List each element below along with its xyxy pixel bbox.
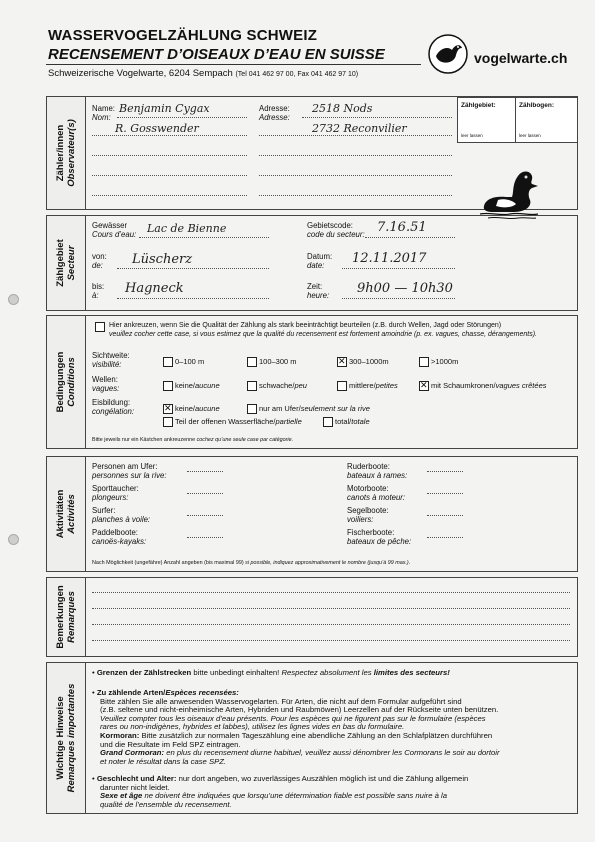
act-left-1: Personen am Ufer: personnes sur la rive:	[92, 462, 167, 480]
ice-opt-total: total/totale	[335, 417, 370, 426]
ice-label: Eisbildung: congélation:	[92, 398, 135, 416]
waves-checkbox-medium[interactable]	[337, 381, 347, 391]
ice-checkbox-none[interactable]	[163, 404, 173, 414]
punch-hole	[8, 534, 19, 545]
act-right-1-field[interactable]	[427, 471, 463, 472]
org-contact: (Tel 041 462 97 00, Fax 041 462 97 10)	[235, 71, 359, 78]
title-de: WASSERVOGELZÄHLUNG SCHWEIZ	[48, 27, 318, 44]
act-right-1: Ruderboote: bateaux à rames:	[347, 462, 408, 480]
vis-opt-label: 0–100 m	[175, 357, 205, 366]
title-fr: RECENSEMENT D’OISEAUX D’EAU EN SUISSE	[48, 46, 385, 63]
act-right-4: Fischerboote: bateaux de pêche:	[347, 528, 412, 546]
wave-opt-whitecaps: mit Schaumkronen/vagues crêtées	[431, 381, 547, 390]
waves-label: Wellen: vagues:	[92, 375, 120, 393]
water-value[interactable]: Lac de Bienne	[147, 222, 227, 235]
ice-checkbox-partial[interactable]	[163, 417, 173, 427]
notes-section	[46, 662, 578, 814]
punch-hole	[8, 294, 19, 305]
org-name: Schweizerische Vogelwarte, 6204 Sempach	[48, 68, 233, 79]
ice-checkbox-total[interactable]	[323, 417, 333, 427]
zaehlgebiet-label: Zählgebiet:	[461, 102, 496, 109]
header-rule	[46, 64, 421, 65]
activities-section	[46, 456, 578, 572]
zaehlbogen-label: Zählbogen:	[519, 102, 555, 109]
code-value[interactable]: 7.16.51	[377, 220, 427, 235]
remark-line[interactable]	[92, 640, 570, 641]
act-left-3-field[interactable]	[187, 515, 223, 516]
name-value-1[interactable]: Benjamin Cygax	[119, 102, 210, 115]
act-right-4-field[interactable]	[427, 537, 463, 538]
date-value[interactable]: 12.11.2017	[352, 251, 427, 266]
zaehlgebiet-box[interactable]	[457, 97, 517, 143]
time-value[interactable]: 9h00 — 10h30	[357, 281, 453, 296]
notes-side-label: Wichtige Hinweise Remarques importantes	[47, 663, 86, 813]
sector-side-label: Zählgebiet Secteur	[47, 216, 86, 310]
water-label: Gewässer Cours d’eau:	[92, 221, 137, 239]
ice-opt-partial: Teil der offenen Wasserfläche/partielle	[175, 417, 302, 426]
from-value[interactable]: Lüscherz	[132, 252, 193, 267]
note-bullet-2: • Zu zählende Arten/Espèces recensées: Bitte zählen Sie alle anwesenden Wasservogelarten. Für Arten, die nicht auf dem Formular aufgeführt sind (z.B. seltene und nicht-einheimische Arten, Hybriden und Raubmöwen) Leerzellen auf der Rückseite unten benützen. Veuillez compter tous les oiseaux d’eau présents. Pour les espèces qui ne figurent pas sur le formulaire (espèces rares ou non-indigènes, hybrides et labbes), utilisez les lignes vides en bas du formulaire. Kormoran: Bitte zusätzlich zur normalen Tageszählung eine abendliche Zählung an den Schlafplätzen durchführen und die Resultate im Feld SPZ eintragen. Grand Cormoran: en plus du recensement diurne habituel, veuillez aussi dénombrer les Cormorans le soir au dortoir et noter le résultat dans la case SPZ.	[92, 688, 500, 766]
visibility-label: Sichtweite: visibilité:	[92, 351, 130, 369]
ice-checkbox-shore[interactable]	[247, 404, 257, 414]
leer-label: leer lassen	[461, 133, 483, 138]
address-value-2[interactable]: 2732 Reconvilier	[312, 122, 407, 135]
act-right-2-field[interactable]	[427, 493, 463, 494]
wave-opt-none: keine/aucune	[175, 381, 220, 390]
zaehlbogen-box[interactable]	[515, 97, 578, 143]
vis-checkbox-0-100[interactable]	[163, 357, 173, 367]
observer-side-label: Zähler/innen Observateur(s)	[47, 97, 86, 209]
waves-checkbox-none[interactable]	[163, 381, 173, 391]
to-label: bis: à:	[92, 282, 105, 300]
vis-opt-label: 300–1000m	[349, 357, 389, 366]
conditions-side-label: Bedingungen Conditions	[47, 316, 86, 448]
leer-label: leer lassen	[519, 133, 541, 138]
ice-opt-none: keine/aucune	[175, 404, 220, 413]
remark-line[interactable]	[92, 608, 570, 609]
vis-checkbox-100-300[interactable]	[247, 357, 257, 367]
act-left-2-field[interactable]	[187, 493, 223, 494]
act-right-2: Motorboote: canots à moteur:	[347, 484, 406, 502]
vis-checkbox-gt-1000[interactable]	[419, 357, 429, 367]
remark-line[interactable]	[92, 624, 570, 625]
sector-section	[46, 215, 578, 311]
waves-checkbox-whitecaps[interactable]	[419, 381, 429, 391]
ice-opt-shore: nur am Ufer/seulement sur la rive	[259, 404, 370, 413]
act-left-3: Surfer: planches à voile:	[92, 506, 151, 524]
from-label: von: de:	[92, 252, 107, 270]
quality-impaired-checkbox[interactable]	[95, 322, 105, 332]
name-label: Name: Nom:	[92, 104, 115, 122]
act-right-3: Segelboote: voiliers:	[347, 506, 389, 524]
address-label: Adresse: Adresse:	[259, 104, 290, 122]
activities-footer: Nach Möglichkeit (ungefähre) Anzahl angeben (bis maximal 99) si possible, indiquez approximativement le nombre (jusqu’à 99 max.).	[92, 560, 411, 566]
waves-checkbox-weak[interactable]	[247, 381, 257, 391]
remarks-section	[46, 577, 578, 657]
act-left-1-field[interactable]	[187, 471, 223, 472]
vis-checkbox-300-1000[interactable]	[337, 357, 347, 367]
act-left-2: Sporttaucher: plongeurs:	[92, 484, 139, 502]
address-value-1[interactable]: 2518 Nods	[312, 102, 373, 115]
org-line	[48, 68, 358, 79]
code-label: Gebietscode: code du secteur:	[307, 221, 365, 239]
activities-side-label: Aktivitäten Activités	[47, 457, 86, 571]
conditions-intro: Hier ankreuzen, wenn Sie die Qualität der Zählung als stark beeinträchtigt beurteilen (z.B. durch Wellen, Jagd oder Störungen) veuillez cocher cette case, si vous estimez que la qualité du recensement est fortement amoindrie (p. ex. vagues, chasse, dérangements).	[109, 322, 537, 338]
note-bullet-1: • Grenzen der Zählstrecken bitte unbedingt einhalten! Respectez absolument les limites des secteurs!	[92, 668, 450, 677]
duck-illustration-icon	[478, 162, 540, 222]
time-label: Zeit: heure:	[307, 282, 330, 300]
vis-opt-label: 100–300 m	[259, 357, 297, 366]
remark-line[interactable]	[92, 592, 570, 593]
vis-opt-label: >1000m	[431, 357, 459, 366]
remarks-side-label: Bemerkungen Remarques	[47, 578, 86, 656]
date-label: Datum: date:	[307, 252, 333, 270]
logo-text: vogelwarte.ch	[474, 50, 568, 66]
name-value-2[interactable]: R. Gosswender	[115, 122, 199, 135]
to-value[interactable]: Hagneck	[125, 281, 184, 296]
act-left-4: Paddelboote: canoës-kayaks:	[92, 528, 147, 546]
act-left-4-field[interactable]	[187, 537, 223, 538]
conditions-footer: Bitte jeweils nur ein Kästchen ankreuzenne cochez qu’une seule case par catégorie.	[92, 437, 294, 443]
note-bullet-3: • Geschlecht und Alter: nur dort angeben, wo zuverlässiges Auszählen möglich ist und die Zählung allgemein darunter nicht leidet. Sexe et âge ne doivent être indiquées que lorsqu’une détermination fiable est possible sans nuire à la qualité de l’ensemble du recensement.	[92, 774, 469, 809]
wave-opt-medium: mittlere/petites	[349, 381, 398, 390]
conditions-section	[46, 315, 578, 449]
act-right-3-field[interactable]	[427, 515, 463, 516]
wave-opt-weak: schwache/peu	[259, 381, 307, 390]
vogelwarte-logo-icon	[428, 34, 468, 74]
